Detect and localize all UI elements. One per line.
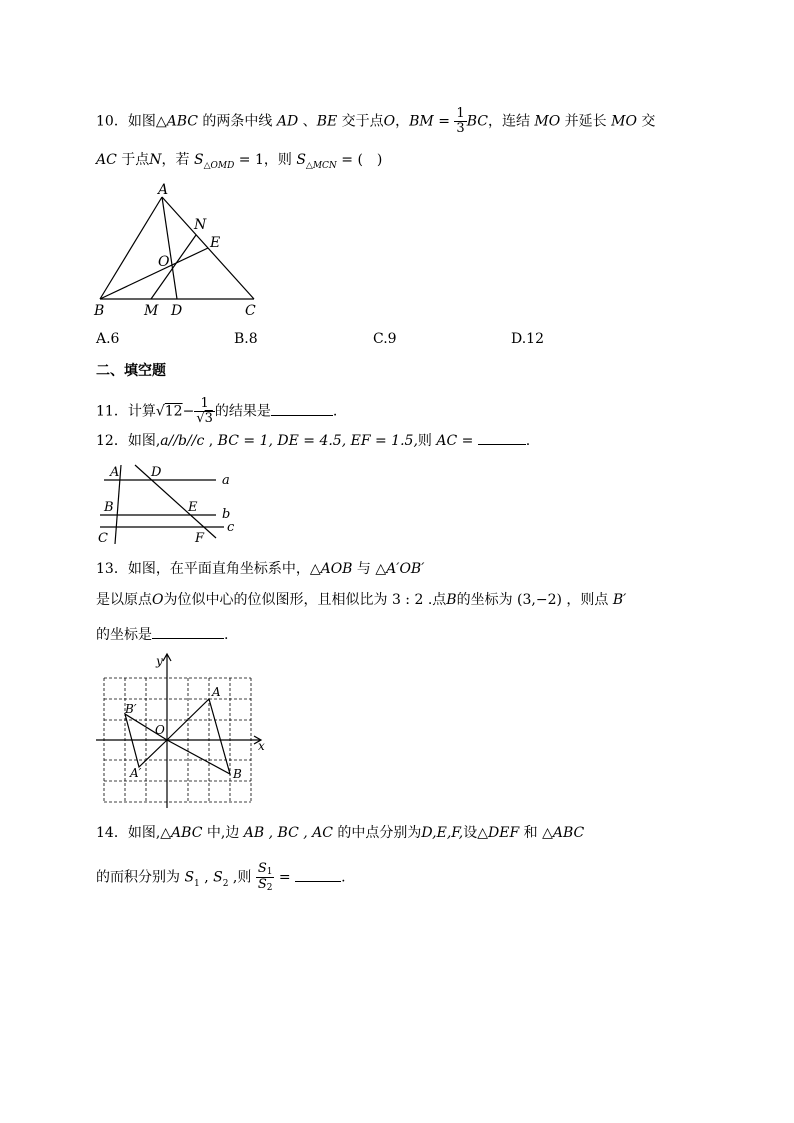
math-sides: AB , BC , AC (243, 825, 333, 841)
math-o: O (383, 113, 396, 130)
q10-answer-paren: = ( ) (336, 152, 383, 168)
q13-text: ，则点 (561, 592, 613, 608)
math-subscript: 2 (222, 878, 229, 889)
q10-text: ， (395, 113, 410, 130)
q12-line (96, 430, 530, 450)
q12-parallel-lines-figure (94, 460, 244, 548)
q13-text: .点 (423, 592, 447, 608)
q12-number: 12． (96, 433, 128, 449)
label-f: F (195, 531, 205, 546)
q10-option-a: A.6 (96, 331, 120, 347)
math-triangle-abc: △ABC (160, 825, 203, 841)
label-b-point: B (104, 500, 114, 515)
fraction-numerator: 1 (456, 106, 465, 121)
period: . (332, 403, 338, 420)
math-bm: BM (409, 113, 434, 130)
q11-number: 11． (96, 403, 128, 420)
label-b-prime: B′ (125, 702, 137, 716)
math-parallel: a//b//c (160, 433, 205, 449)
math-subscript: △MCN (305, 161, 337, 171)
sqrt-radicand: 12 (164, 403, 183, 420)
q10-line1 (96, 107, 655, 136)
q13-line2 (96, 591, 626, 609)
q14-text: , (199, 869, 214, 886)
q12-text: , (204, 433, 218, 449)
q14-text: 和 (519, 825, 543, 841)
q14-text: 的而积分别为 (96, 869, 185, 886)
label-d: D (151, 465, 162, 480)
triangle-aob (167, 699, 230, 774)
label-e: E (210, 235, 221, 251)
q14-text: 的中点分别为 (332, 825, 422, 841)
q13-text: 是以原点 (96, 592, 152, 608)
q10-text: 的两条中线 (197, 113, 277, 130)
q14-line2 (96, 862, 346, 893)
triangle-symbol: △ (155, 113, 167, 130)
label-line-a: a (222, 473, 230, 488)
q10-text: = 1，则 (234, 152, 297, 168)
math-triangle-def: △DEF (477, 825, 520, 841)
median-ad (162, 197, 177, 299)
fraction-numerator: 1 (194, 397, 215, 412)
q14-text: ,则 (228, 869, 256, 886)
q14-text: 中,边 (202, 825, 244, 841)
q10-number: 10． (96, 113, 128, 130)
q10-option-b: B.8 (234, 331, 258, 347)
math-s: S (257, 861, 267, 876)
math-coordinate: (3,−2) (517, 592, 562, 608)
fraction-one-third (454, 107, 466, 136)
label-b: B (233, 767, 242, 781)
label-a-prime: A′ (130, 766, 142, 780)
sqrt-symbol: √ (155, 403, 165, 420)
answer-blank[interactable] (478, 430, 526, 445)
q14-number: 14． (96, 825, 128, 841)
math-ad: AD (276, 113, 299, 130)
label-x: x (258, 739, 265, 753)
q10-text: 交 (636, 113, 656, 130)
fraction-one-over-root-three (194, 397, 215, 426)
label-b: B (94, 303, 105, 319)
label-y: y (156, 654, 163, 668)
q10-text: 于点 (116, 152, 150, 168)
answer-blank[interactable] (295, 867, 341, 882)
label-a: A (158, 182, 169, 198)
label-line-b: b (222, 507, 231, 522)
fraction-denominator (256, 878, 275, 893)
fraction-denominator: √3 (196, 411, 213, 426)
q10-option-d: D.12 (511, 331, 544, 347)
label-c: C (245, 303, 256, 319)
math-triangle-aob: △AOB (309, 561, 353, 577)
q10-line2 (96, 151, 382, 171)
math-s: S (213, 869, 223, 886)
math-mo: MO (534, 113, 561, 130)
math-subscript: 1 (194, 878, 200, 889)
math-o: O (152, 592, 164, 608)
label-n: N (194, 217, 207, 233)
label-m: M (144, 303, 159, 319)
label-c-point: C (98, 531, 108, 546)
math-subscript: 1 (266, 867, 273, 877)
q13-number: 13． (96, 561, 128, 577)
label-o: O (158, 254, 170, 270)
label-o: O (155, 723, 165, 737)
math-subscript: △OMD (203, 161, 235, 171)
math-mo: MO (611, 113, 637, 130)
q10-triangle-figure (90, 178, 270, 320)
q11-text: 的结果是 (214, 403, 271, 420)
fraction-denominator: 3 (456, 121, 465, 136)
label-line-c: c (227, 520, 235, 535)
math-s: S (193, 152, 204, 168)
math-abc: ABC (166, 113, 198, 130)
q13-text: 如图，在平面直角坐标系中， (127, 561, 310, 577)
math-points: D,E,F, (421, 825, 464, 841)
math-s: S (257, 877, 267, 892)
minus-sign: − (182, 403, 195, 420)
q10-text: 、 (298, 113, 317, 130)
q14-text: 设 (463, 825, 478, 841)
q14-line1 (96, 824, 584, 842)
label-e: E (188, 500, 198, 515)
q13-text: 的坐标为 (456, 592, 518, 608)
q13-text: 与 (352, 561, 376, 577)
math-b-prime: B′ (612, 592, 627, 608)
math-subscript: 2 (266, 883, 273, 893)
period: . (525, 433, 531, 449)
math-ac-eq: AC = (436, 433, 478, 449)
q10-text: 交于点 (337, 113, 384, 130)
q11-line (96, 397, 337, 426)
math-given-values: BC = 1, DE = 4.5, EF = 1.5, (217, 433, 418, 449)
sqrt-radicand: 3 (204, 411, 213, 426)
equals-sign: = (274, 869, 296, 886)
math-triangle-abc: △ABC (542, 825, 585, 841)
q14-text: 如图, (127, 825, 161, 841)
q13-text: 的坐标是 (96, 627, 152, 643)
math-ratio: 3 : 2 (391, 592, 424, 608)
math-s: S (184, 869, 195, 886)
q12-text: 则 (417, 433, 437, 449)
label-d: D (171, 303, 183, 319)
q10-text: 并延长 (560, 113, 612, 130)
answer-blank[interactable] (152, 624, 224, 639)
label-a: A (212, 685, 221, 699)
fraction-s1-over-s2 (256, 862, 275, 893)
q10-option-c: C.9 (373, 331, 397, 347)
math-s: S (296, 152, 306, 168)
q11-text: 计算 (127, 403, 156, 420)
q12-text: 如图, (127, 433, 161, 449)
math-be: BE (316, 113, 338, 130)
math-b: B (446, 592, 457, 608)
fraction-numerator (256, 862, 275, 878)
q13-line3 (96, 624, 228, 644)
math-triangle-aob-prime: △A′OB′ (375, 561, 425, 577)
answer-blank[interactable] (271, 401, 333, 416)
equals-sign: = (433, 113, 455, 130)
q13-coordinate-figure (90, 650, 275, 810)
math-bc: BC (466, 113, 488, 130)
q10-text: 如图 (127, 113, 156, 130)
q10-text: ，连结 (487, 113, 535, 130)
q10-text: ，若 (161, 152, 194, 168)
q13-text: 为位似中心的位似图形，且相似比为 (163, 592, 392, 608)
math-ac: AC (96, 152, 117, 168)
period: . (224, 627, 229, 643)
q13-line1 (96, 560, 424, 578)
period: . (341, 869, 346, 886)
label-a-point: A (110, 465, 120, 480)
section-heading: 二、填空题 (96, 363, 166, 379)
math-n: N (149, 152, 162, 168)
